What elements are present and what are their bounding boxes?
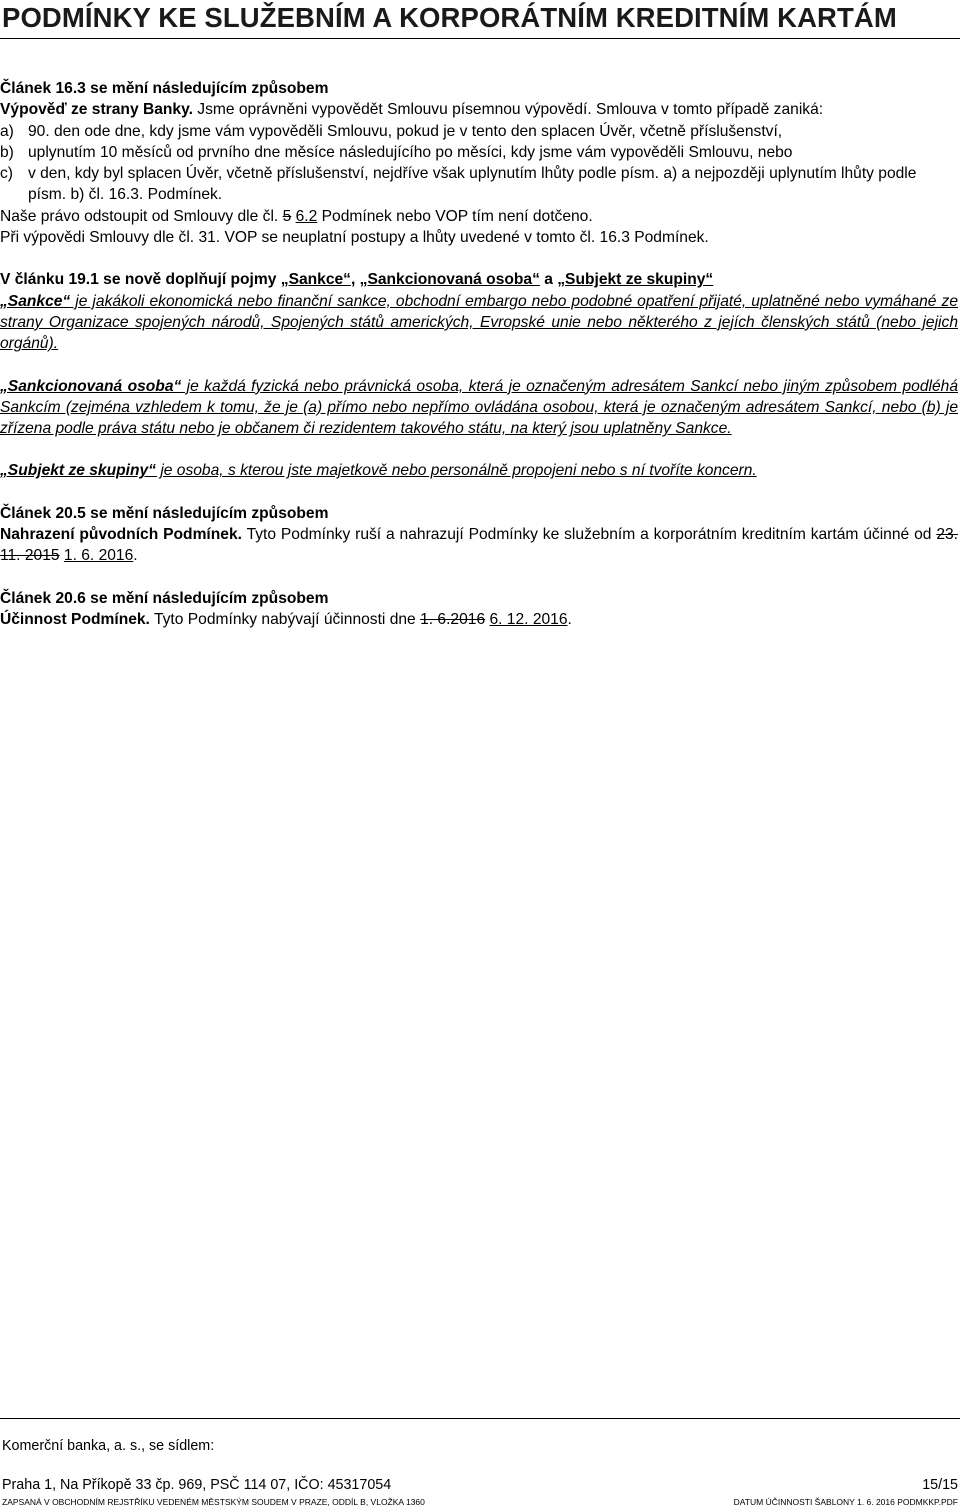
deleted-article-ref: 5 <box>282 207 292 225</box>
header-rule <box>0 38 960 39</box>
termination-intro <box>0 99 958 120</box>
effectiveness-text: Tyto Podmínky nabývají účinnosti dne <box>149 610 421 628</box>
section-heading-19-1 <box>0 269 958 290</box>
document-body <box>0 78 958 630</box>
inserted-date-20-5: 1. 6. 2016 <box>63 547 134 565</box>
page-title: PODMÍNKY KE SLUŽEBNÍM A KORPORÁTNÍM KREDITNÍM KARTÁM <box>2 2 897 33</box>
inserted-date-20-6: 6. 12. 2016 <box>489 610 568 628</box>
replacement-clause <box>0 524 958 567</box>
termination-intro-text: Jsme oprávněni vypovědět Smlouvu písemnou výpovědí. Smlouva v tomto případě zaniká: <box>192 101 824 119</box>
term-subjekt-ze-skupiny: „Subjekt ze skupiny“ <box>557 271 714 289</box>
list-item-c <box>0 163 958 206</box>
effectiveness-title: Účinnost Podmínek. <box>0 610 150 628</box>
page-number: 15/15 <box>922 1477 958 1493</box>
list-item-b <box>0 142 958 163</box>
term-sankce: „Sankce“ <box>280 271 351 289</box>
vop-notice: Při výpovědi Smlouvy dle čl. 31. VOP se neuplatní postupy a lhůty uvedené v tomto čl. 16.3 Podmínek. <box>0 229 709 247</box>
definition-sankcionovana-osoba <box>0 376 958 440</box>
footer-address: Praha 1, Na Příkopě 33 čp. 969, PSČ 114 07, IČO: 45317054 <box>2 1477 392 1493</box>
list-item-a <box>0 121 958 142</box>
definition-sankce <box>0 291 958 355</box>
list-text-b: uplynutím 10 měsíců od prvního dne měsíce následujícího po měsíci, kdy jsme vám vypověděli Smlouvu, nebo <box>28 143 793 161</box>
section-heading-20-5: Článek 20.5 se mění následujícím způsobem <box>0 504 329 522</box>
definition-subjekt <box>0 460 958 481</box>
list-label-b: b) <box>0 143 14 161</box>
section-heading-20-6: Článek 20.6 se mění následujícím způsobem <box>0 589 329 607</box>
definition-term-subjekt: „Subjekt ze skupiny“ <box>0 462 156 480</box>
inserted-article-ref: 6.2 <box>295 207 318 225</box>
effectiveness-end: . <box>567 610 572 628</box>
replacement-text: Tyto Podmínky ruší a nahrazují Podmínky ke služebním a korporátním kreditním kartám účinné od <box>241 526 937 544</box>
definition-term-sankcionovana-osoba: „Sankcionovaná osoba“ <box>0 377 182 395</box>
replacement-title: Nahrazení původních Podmínek. <box>0 526 242 544</box>
definition-text-sankcionovana-osoba: je každá fyzická nebo právnická osoba, která je označeným adresátem Sankcí nebo jiným způsobem podléhá Sankcím (zejména vzhledem k tomu, že je (a) přímo nebo nepřímo ovládána osobou, která je označeným adresátem Sankcí, nebo (b) je zřízena podle práva státu nebo je občanem či rezidentem takového státu, na který jsou uplatněny Sankce. <box>0 377 958 438</box>
footer-template-date: DATUM ÚČINNOSTI ŠABLONY 1. 6. 2016 PODMKKP.PDF <box>733 1497 958 1507</box>
footer-rule <box>0 1418 960 1419</box>
heading-19-1-text: V článku 19.1 se nově doplňují pojmy <box>0 271 281 289</box>
term-sankcionovana-osoba: „Sankcionovaná osoba“ <box>359 271 540 289</box>
definition-text-subjekt: je osoba, s kterou jste majetkově nebo personálně propojeni nebo s ní tvoříte koncern. <box>155 462 757 480</box>
deleted-date-20-5: 23. 11. 2015 <box>0 526 958 565</box>
heading-and: a <box>539 271 558 289</box>
definition-text-sankce: je jakákoli ekonomická nebo finanční sankce, obchodní embargo nebo podobné opatření přijaté, uplatněné nebo vymáhané ze strany Organizace spojených národů, Spojených států amerických, Evropské unie nebo některého z jejích členských států (nebo jejich orgánů). <box>0 292 958 353</box>
effectiveness-clause <box>0 609 958 630</box>
heading-sep: , <box>350 271 360 289</box>
replacement-end: . <box>133 547 138 565</box>
withdrawal-right-text: Naše právo odstoupit od Smlouvy dle čl. <box>0 207 283 225</box>
definition-term-sankce: „Sankce“ <box>0 292 71 310</box>
footer-registry: ZAPSANÁ V OBCHODNÍM REJSTŘÍKU VEDENÉM MĚSTSKÝM SOUDEM V PRAZE, ODDÍL B, VLOŽKA 1360 <box>2 1497 425 1507</box>
withdrawal-right <box>0 206 958 227</box>
list-text-c: v den, kdy byl splacen Úvěr, včetně příslušenství, nejdříve však uplynutím lhůty podle písm. a) a nejpozději uplynutím lhůty podle písm. b) čl. 16.3. Podmínek. <box>28 165 917 204</box>
withdrawal-right-end: Podmínek nebo VOP tím není dotčeno. <box>317 207 593 225</box>
deleted-date-20-6: 1. 6.2016 <box>420 610 486 628</box>
termination-title: Výpověď ze strany Banky. <box>0 101 193 119</box>
list-label-c: c) <box>0 165 13 183</box>
list-label-a: a) <box>0 122 14 140</box>
section-heading-16-3: Článek 16.3 se mění následujícím způsobem <box>0 80 329 97</box>
list-text-a: 90. den ode dne, kdy jsme vám vypověděli Smlouvu, pokud je v tento den splacen Úvěr, včetně příslušenství, <box>28 122 783 140</box>
footer-company: Komerční banka, a. s., se sídlem: <box>2 1438 215 1454</box>
